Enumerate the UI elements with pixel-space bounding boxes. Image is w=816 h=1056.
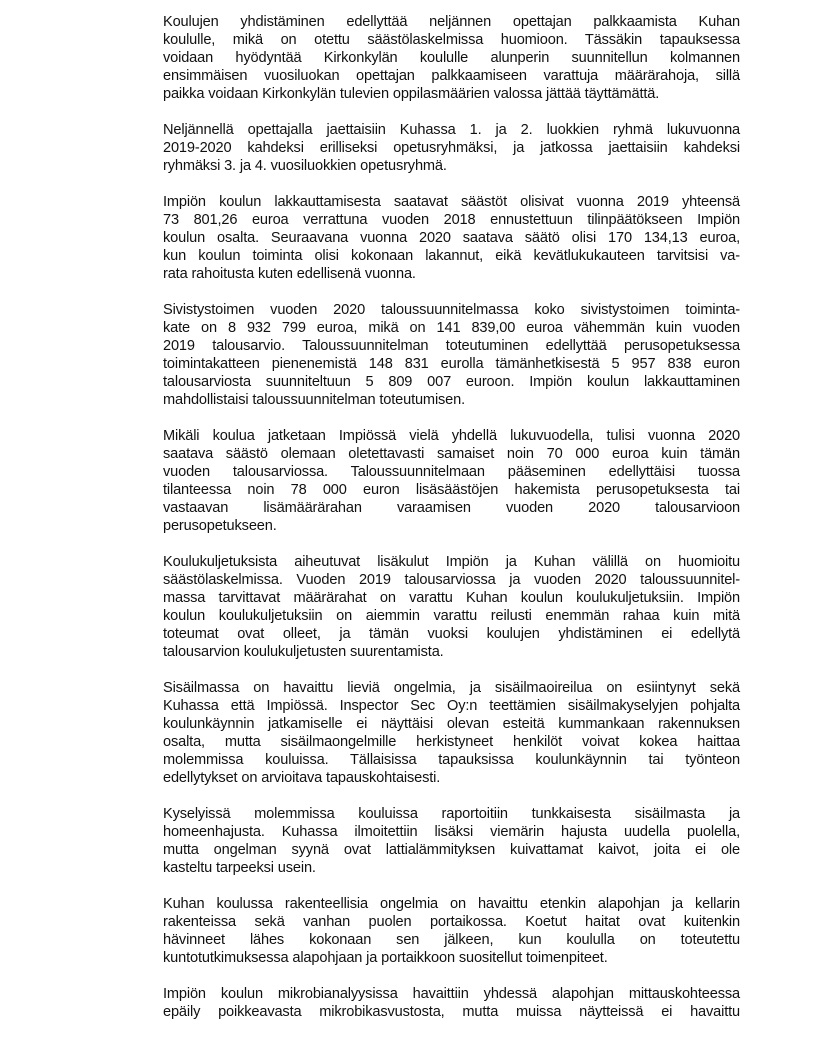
text-line: molemmissa kouluissa. Tällaisissa tapauksissa koulunkäynnin tai työnteon bbox=[163, 752, 740, 768]
text-line: Sivistystoimen vuoden 2020 taloussuunnitelmassa koko sivistystoimen toiminta- bbox=[163, 302, 740, 318]
text-line: rata rahoitusta kuten edellisenä vuonna. bbox=[163, 266, 416, 282]
text-line: säästölaskelmissa. Vuoden 2019 talousarviossa ja vuoden 2020 taloussuunnitel- bbox=[163, 572, 740, 588]
paragraph-closure-savings bbox=[163, 193, 740, 283]
text-line: homeenhajusta. Kuhassa ilmoitettiin lisäksi viemärin hajusta uudella puolella, bbox=[163, 824, 740, 840]
text-line: Koulujen yhdistäminen edellyttää neljännen opettajan palkkaamista Kuhan bbox=[163, 14, 740, 30]
text-line: tilanteessa noin 78 000 euron lisäsäästöjen hakemista perusopetuksesta tai bbox=[163, 482, 740, 498]
text-line: vuoden talousarviossa. Taloussuunnitelmaan pääseminen edellyttäisi tuossa bbox=[163, 464, 740, 480]
text-line: vastaavan lisämäärärahan varaamisen vuoden 2020 talousarvioon bbox=[163, 500, 740, 516]
text-line: Neljännellä opettajalla jaettaisiin Kuhassa 1. ja 2. luokkien ryhmä lukuvuonna bbox=[163, 122, 740, 138]
text-line: ensimmäisen vuosiluokan opettajan palkkaamiseen varattuja määrärahoja, sillä bbox=[163, 68, 740, 84]
text-line: talousarviosta suunniteltuun 5 809 007 euroon. Impiön koulun lakkauttaminen bbox=[163, 374, 740, 390]
paragraph-school-transport bbox=[163, 553, 740, 661]
document-page bbox=[163, 13, 740, 1039]
paragraph-group-division bbox=[163, 121, 740, 175]
text-line: Koulukuljetuksista aiheutuvat lisäkulut Impiön ja Kuhan välillä on huomioitu bbox=[163, 554, 740, 570]
paragraph-microbe-analysis bbox=[163, 985, 740, 1021]
text-line: rakenteissa sekä vanhan puolen portaikossa. Koetut haitat ovat kuitenkin bbox=[163, 914, 740, 930]
text-line: mutta ongelman syynä ovat lattialämmityksen kuivattamat kaivot, joita ei ole bbox=[163, 842, 740, 858]
text-line: kun koulun toiminta olisi kokonaan lakannut, eikä kevätlukukauteen tarvitsisi va- bbox=[163, 248, 740, 264]
text-line: saatava säästö olemaan oletettavasti samaiset noin 70 000 euroa kuin tämän bbox=[163, 446, 740, 462]
text-line: epäily poikkeavasta mikrobikasvustosta, mutta muissa näytteissä ei havaittu bbox=[163, 1004, 740, 1020]
text-line: koulun osalta. Seuraavana vuonna 2020 saatava säätö olisi 170 134,13 euroa, bbox=[163, 230, 740, 246]
text-line: osalta, mutta sisäilmaongelmille herkistyneet henkilöt voivat kokea haittaa bbox=[163, 734, 740, 750]
paragraph-indoor-air bbox=[163, 679, 740, 787]
text-line: kuntotutkimuksessa alapohjaan ja portaikkoon suositellut toimenpiteet. bbox=[163, 950, 608, 966]
text-line: Impiön koulun mikrobianalyysissa havaittiin yhdessä alapohjan mittauskohteessa bbox=[163, 986, 740, 1002]
text-line: Impiön koulun lakkauttamisesta saatavat säästöt olisivat vuonna 2019 yhteensä bbox=[163, 194, 740, 210]
text-line: koulun koulukuljetuksiin on aiemmin varattu reilusti enemmän rahaa kuin mitä bbox=[163, 608, 740, 624]
paragraph-financial-plan bbox=[163, 301, 740, 409]
text-line: Kuhassa että Impiössä. Inspector Sec Oy:n teettämien sisäilmakyselyjen pohjalta bbox=[163, 698, 740, 714]
text-line: perusopetukseen. bbox=[163, 518, 277, 534]
text-line: 2019-2020 kahdeksi erilliseksi opetusryhmäksi, ja jatkossa jaettaisiin kahdeksi bbox=[163, 140, 740, 156]
text-line: paikka voidaan Kirkonkylän tulevien oppilasmäärien valossa jättää täyttämättä. bbox=[163, 86, 660, 102]
text-line: mahdollistaisi taloussuunnitelman toteutumisen. bbox=[163, 392, 466, 408]
text-line: Sisäilmassa on havaittu lieviä ongelmia, ja sisäilmaoireilua on esiintynyt sekä bbox=[163, 680, 740, 696]
paragraph-teacher-hiring bbox=[163, 13, 740, 103]
paragraph-structural-problems bbox=[163, 895, 740, 967]
paragraph-continuation-scenario bbox=[163, 427, 740, 535]
text-line: toimintakatteen pienenemistä 148 831 eurolla tämänhetkisestä 5 957 838 euron bbox=[163, 356, 740, 372]
text-line: ryhmäksi 3. ja 4. vuosiluokkien opetusryhmä. bbox=[163, 158, 447, 174]
text-line: koululle, mikä on otettu säästölaskelmissa huomioon. Tässäkin tapauksessa bbox=[163, 32, 740, 48]
text-line: 2019 talousarvio. Taloussuunnitelman toteutuminen edellyttää perusopetuksessa bbox=[163, 338, 740, 354]
text-line: talousarvion koulukuljetusten suurentamista. bbox=[163, 644, 444, 660]
text-line: kate on 8 932 799 euroa, mikä on 141 839,00 euroa vähemmän kuin vuoden bbox=[163, 320, 740, 336]
text-line: kasteltu tarpeeksi usein. bbox=[163, 860, 316, 876]
text-line: 73 801,26 euroa verrattuna vuoden 2018 ennustettuun tilinpäätökseen Impiön bbox=[163, 212, 740, 228]
text-line: Kuhan koulussa rakenteellisia ongelmia on havaittu etenkin alapohjan ja kellarin bbox=[163, 896, 740, 912]
text-line: koulunkäynnin jatkamiselle ei näyttäisi olevan esteitä kummankaan rakennuksen bbox=[163, 716, 740, 732]
text-line: Mikäli koulua jatketaan Impiössä vielä yhdellä lukuvuodella, tulisi vuonna 2020 bbox=[163, 428, 740, 444]
text-line: hävinneet lähes kokonaan sen jälkeen, kun koululla on toteutettu bbox=[163, 932, 740, 948]
paragraph-survey-results bbox=[163, 805, 740, 877]
text-line: Kyselyissä molemmissa kouluissa raportoitiin tunkkaisesta sisäilmasta ja bbox=[163, 806, 740, 822]
text-line: voidaan hyödyntää Kirkonkylän koululle alunperin suunnitellun kolmannen bbox=[163, 50, 740, 66]
text-line: toteumat ovat olleet, ja tämän vuoksi koulujen yhdistäminen ei edellytä bbox=[163, 626, 740, 642]
text-line: massa tarvittavat määrärahat on varattu Kuhan koulun koulukuljetuksiin. Impiön bbox=[163, 590, 740, 606]
text-line: edellytykset on arvioitava tapauskohtaisesti. bbox=[163, 770, 441, 786]
